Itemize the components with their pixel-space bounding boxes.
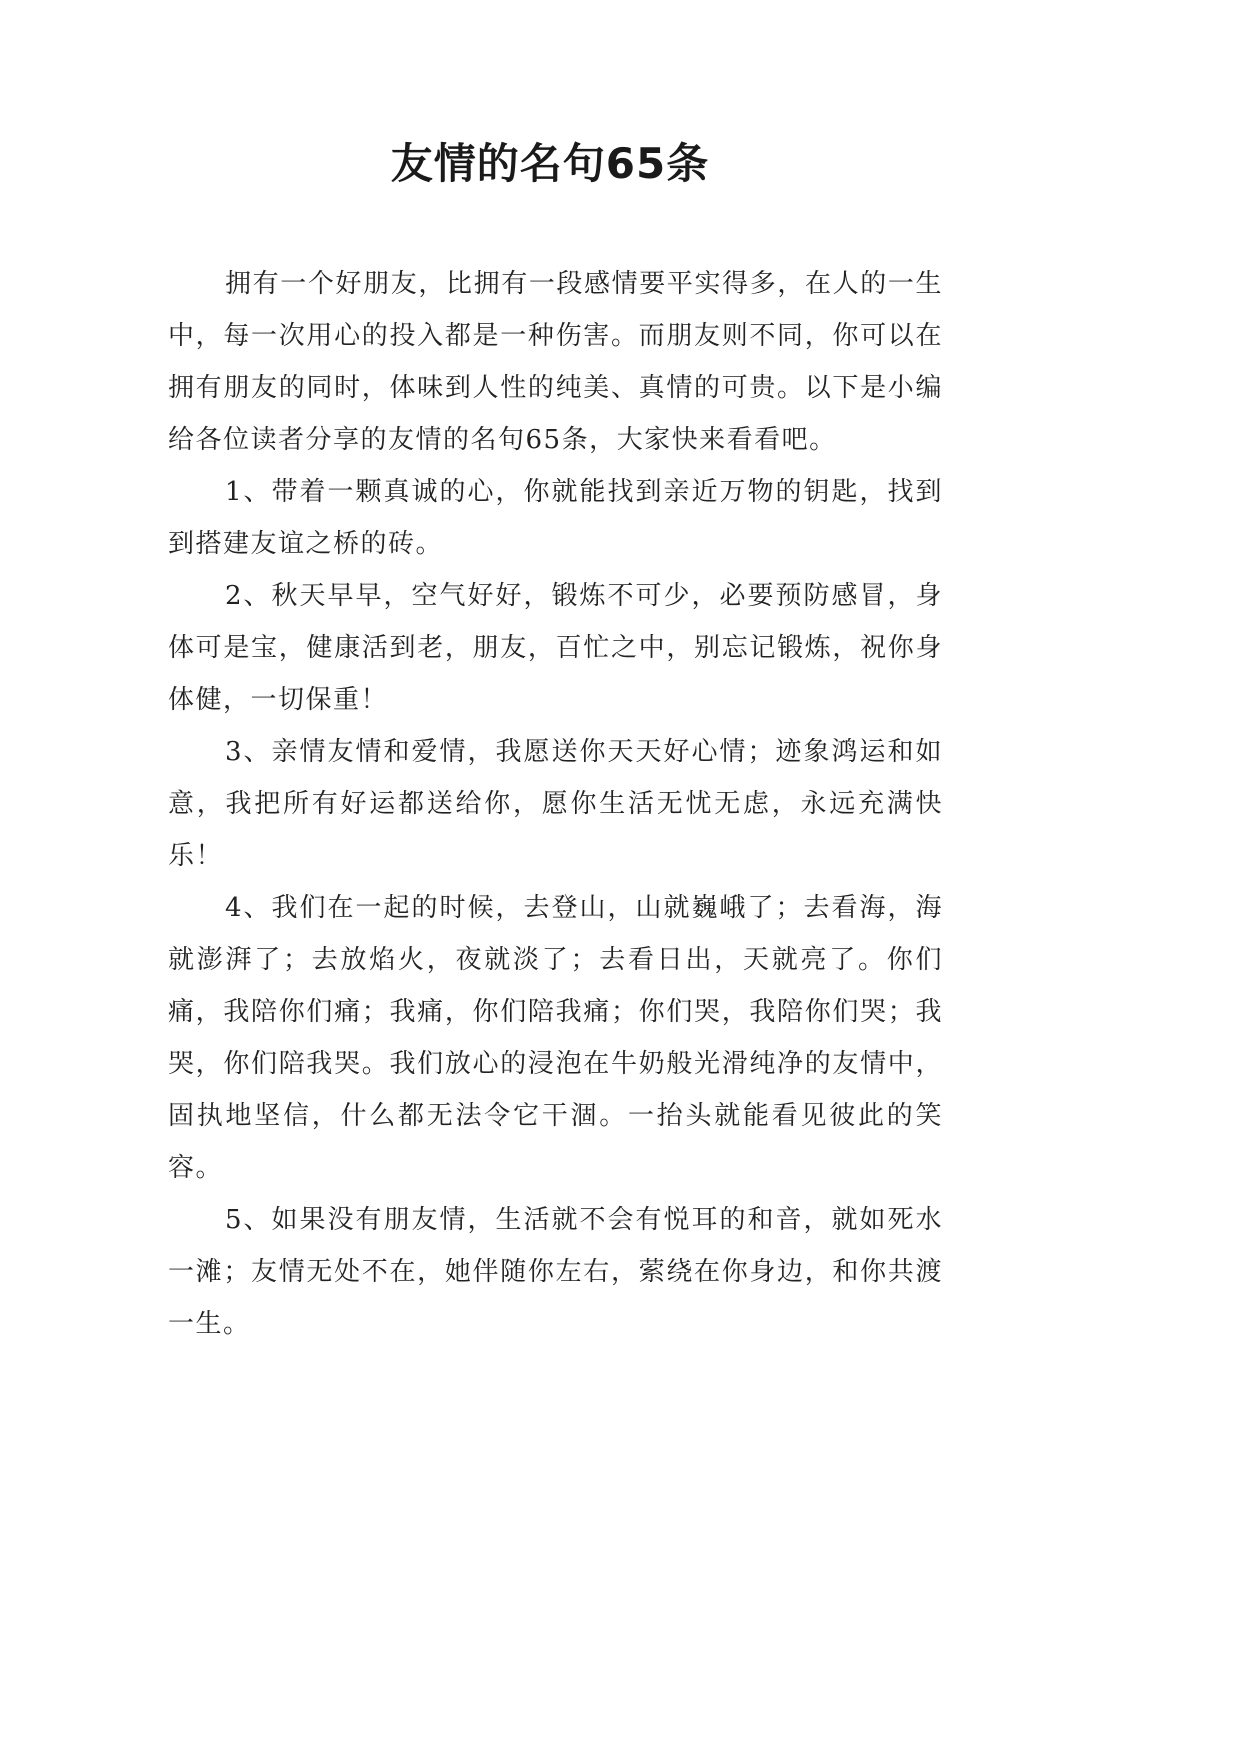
- document-title: 友情的名句65条: [390, 139, 710, 188]
- document-body: [168, 258, 943, 1350]
- quote-paragraph-5: 5、如果没有朋友情，生活就不会有悦耳的和音，就如死水一滩；友情无处不在，她伴随你左右，萦绕在你身边，和你共渡一生。: [168, 1205, 943, 1339]
- intro-paragraph: 拥有一个好朋友，比拥有一段感情要平实得多，在人的一生中，每一次用心的投入都是一种伤害。而朋友则不同，你可以在拥有朋友的同时，体味到人性的纯美、真情的可贵。以下是小编给各位读者分享的友情的名句65条，大家快来看看吧。: [168, 269, 943, 455]
- quote-paragraph-3: 3、亲情友情和爱情，我愿送你天天好心情；迹象鸿运和如意，我把所有好运都送给你，愿你生活无忧无虑，永远充满快乐！: [168, 737, 943, 871]
- quote-paragraph-2: 2、秋天早早，空气好好，锻炼不可少，必要预防感冒，身体可是宝，健康活到老，朋友，百忙之中，别忘记锻炼，祝你身体健，一切保重！: [168, 581, 943, 715]
- quote-paragraph-1: 1、带着一颗真诚的心，你就能找到亲近万物的钥匙，找到到搭建友谊之桥的砖。: [168, 477, 943, 559]
- quote-paragraph-4: 4、我们在一起的时候，去登山，山就巍峨了；去看海，海就澎湃了；去放焰火，夜就淡了；去看日出，天就亮了。你们痛，我陪你们痛；我痛，你们陪我痛；你们哭，我陪你们哭；我哭，你们陪我哭。我们放心的浸泡在牛奶般光滑纯净的友情中，固执地坚信，什么都无法令它干涸。一抬头就能看见彼此的笑容。: [168, 893, 943, 1183]
